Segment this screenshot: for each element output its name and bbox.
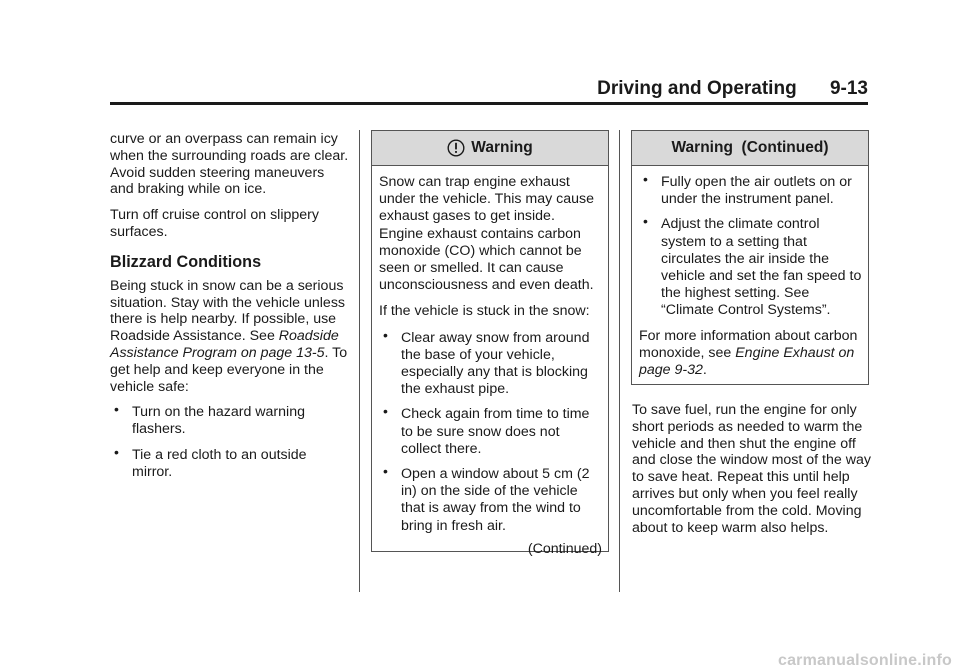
paragraph-save-fuel: To save fuel, run the engine for only short periods as needed to warm the vehicle and then shut the engine off and close the window most of the way to save heat. Repeat this until help arrives but only when you feel really uncomfortable from the cold. Moving about to keep warm also helps. bbox=[632, 402, 871, 536]
warning-box bbox=[371, 130, 609, 557]
header-rule bbox=[110, 102, 868, 105]
column-divider-right bbox=[619, 130, 620, 592]
bullet-icon: • bbox=[114, 443, 119, 460]
bullet-icon: • bbox=[383, 463, 388, 480]
warning-continued-body bbox=[632, 166, 868, 394]
paragraph-icy-roads: curve or an overpass can remain icy when the surrounding roads are clear. Avoid sudden steering maneuvers and braking while on ice. bbox=[110, 131, 349, 198]
left-column bbox=[110, 131, 350, 490]
bullet-icon: • bbox=[643, 171, 648, 187]
page-number: 9-13 bbox=[829, 78, 868, 99]
warning-continued-bullet-list bbox=[639, 171, 862, 320]
column-divider-left bbox=[359, 130, 360, 592]
link-engine-exhaust[interactable]: Engine Exhaust on page 9-32 bbox=[639, 344, 855, 379]
warning-box-header bbox=[372, 131, 608, 166]
watermark: carmanualsonline.info bbox=[777, 652, 952, 669]
list-item: • Clear away snow from around the base of your vehicle, especially any that is blocking the exhaust pipe. bbox=[383, 326, 590, 398]
safety-bullet-list bbox=[110, 401, 350, 480]
list-item: • Turn on the hazard warning flashers. bbox=[114, 401, 305, 438]
list-item: • Open a window about 5 cm (2 in) on the side of the vehicle that is away from the wind to bring in fresh air. bbox=[383, 463, 590, 534]
heading-blizzard-conditions: Blizzard Conditions bbox=[110, 252, 262, 271]
continued-label: (Continued) bbox=[527, 540, 602, 557]
section-title: Driving and Operating bbox=[597, 78, 797, 99]
warning-continued-header bbox=[632, 131, 868, 166]
list-item: • Fully open the air outlets on or under the instrument panel. bbox=[643, 171, 852, 208]
warning-paragraph-exhaust: Snow can trap engine exhaust under the vehicle. This may cause exhaust gases to get inside. Engine exhaust contains carbon monoxide (CO) which cannot be seen or smelled. It can cause unconsciousness and even death. bbox=[379, 174, 595, 294]
list-item: • Check again from time to time to be sure snow does not collect there. bbox=[383, 403, 590, 457]
bullet-icon: • bbox=[643, 213, 648, 230]
warning-icon bbox=[447, 139, 465, 157]
page-header bbox=[110, 78, 868, 104]
paragraph-stuck-in-snow: Being stuck in snow can be a serious situation. Stay with the vehicle unless there is help nearby. If possible, use Roadside Assistance. See Roadside Assistance Program on page 13-5. To get help and keep everyone in the vehicle safe: bbox=[110, 277, 348, 395]
paragraph-more-info: For more information about carbon monoxide, see Engine Exhaust on page 9-32. bbox=[639, 327, 858, 379]
warning-paragraph-stuck: If the vehicle is stuck in the snow: bbox=[379, 303, 590, 320]
paragraph-cruise-control: Turn off cruise control on slippery surfaces. bbox=[110, 207, 319, 240]
warning-bullet-list bbox=[379, 326, 602, 535]
list-item: • Tie a red cloth to an outside mirror. bbox=[114, 443, 307, 480]
list-item: • Adjust the climate control system to a setting that circulates the air inside the vehicle and set the fan speed to the highest setting. See “Climate Control Systems”. bbox=[643, 213, 862, 319]
warning-continued-title: Warning (Continued) bbox=[671, 139, 829, 156]
warning-continued-box bbox=[631, 130, 869, 385]
bullet-icon: • bbox=[383, 326, 388, 343]
bullet-icon: • bbox=[383, 403, 388, 420]
bullet-icon: • bbox=[114, 401, 119, 418]
link-roadside-assistance[interactable]: Roadside Assistance Program on page 13-5 bbox=[110, 328, 339, 361]
warning-title: Warning bbox=[471, 139, 533, 156]
warning-box-body bbox=[372, 166, 608, 564]
